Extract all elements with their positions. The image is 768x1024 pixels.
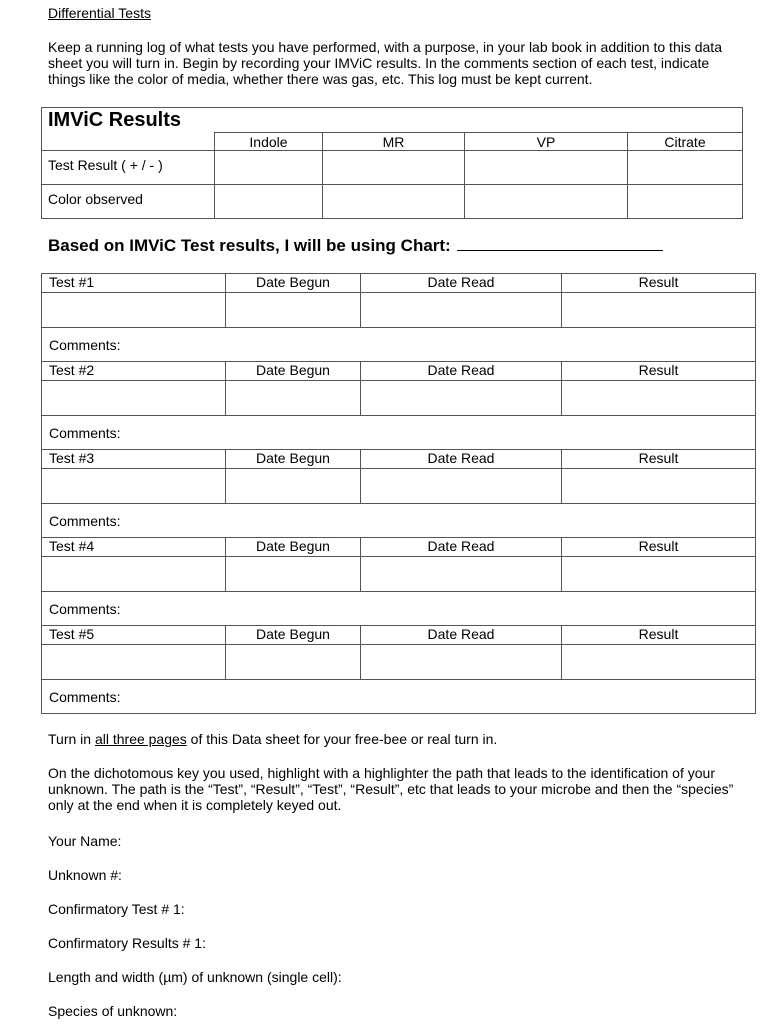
chart-selection-line — [48, 236, 663, 256]
imvic-col-indole: Indole — [215, 133, 323, 151]
result-cell[interactable] — [562, 557, 756, 592]
comments-cell[interactable]: Comments: — [42, 504, 756, 538]
imvic-col-citrate: Citrate — [628, 133, 743, 151]
test-entry-row — [42, 557, 756, 592]
date-begun-cell[interactable] — [226, 645, 361, 680]
date-begun-header: Date Begun — [226, 450, 361, 469]
comments-cell[interactable]: Comments: — [42, 328, 756, 362]
imvic-cell-mr-color[interactable] — [323, 185, 465, 219]
test-label: Test #3 — [42, 450, 226, 469]
result-cell[interactable] — [562, 645, 756, 680]
chart-blank-field[interactable] — [457, 236, 663, 251]
test-label: Test #5 — [42, 626, 226, 645]
result-header: Result — [562, 538, 756, 557]
field-confirmatory-results-1[interactable]: Confirmatory Results # 1: — [48, 935, 206, 951]
field-confirmatory-test-1[interactable]: Confirmatory Test # 1: — [48, 901, 185, 917]
imvic-cell-citrate-result[interactable] — [628, 151, 743, 185]
comments-cell[interactable]: Comments: — [42, 680, 756, 714]
result-header: Result — [562, 626, 756, 645]
comments-cell[interactable]: Comments: — [42, 416, 756, 450]
turn-in-prefix: Turn in — [48, 731, 95, 747]
test-header-row — [42, 538, 756, 557]
date-begun-cell[interactable] — [226, 293, 361, 328]
result-cell[interactable] — [562, 469, 756, 504]
date-read-cell[interactable] — [361, 293, 562, 328]
result-cell[interactable] — [562, 381, 756, 416]
test-name-cell[interactable] — [42, 381, 226, 416]
test-label: Test #4 — [42, 538, 226, 557]
test-header-row — [42, 274, 756, 293]
turn-in-emphasis: all three pages — [94, 731, 187, 747]
imvic-row-color: Color observed — [42, 185, 215, 219]
imvic-row-test-result: Test Result ( + / - ) — [42, 151, 215, 185]
date-read-cell[interactable] — [361, 645, 562, 680]
date-read-header: Date Read — [361, 450, 562, 469]
comments-cell[interactable]: Comments: — [42, 592, 756, 626]
date-begun-header: Date Begun — [226, 274, 361, 293]
test-entry-row — [42, 381, 756, 416]
test-comments-row — [42, 416, 756, 450]
turn-in-instruction — [48, 731, 748, 747]
date-read-cell[interactable] — [361, 469, 562, 504]
date-read-header: Date Read — [361, 626, 562, 645]
date-begun-header: Date Begun — [226, 626, 361, 645]
date-read-header: Date Read — [361, 538, 562, 557]
imvic-cell-indole-result[interactable] — [215, 151, 323, 185]
date-read-header: Date Read — [361, 362, 562, 381]
imvic-cell-citrate-color[interactable] — [628, 185, 743, 219]
date-begun-cell[interactable] — [226, 557, 361, 592]
imvic-cell-vp-result[interactable] — [465, 151, 628, 185]
date-begun-header: Date Begun — [226, 362, 361, 381]
result-cell[interactable] — [562, 293, 756, 328]
test-name-cell[interactable] — [42, 469, 226, 504]
field-unknown-number[interactable]: Unknown #: — [48, 867, 122, 883]
test-entry-row — [42, 469, 756, 504]
imvic-cell-mr-result[interactable] — [323, 151, 465, 185]
test-comments-row — [42, 328, 756, 362]
test-name-cell[interactable] — [42, 293, 226, 328]
result-header: Result — [562, 274, 756, 293]
test-name-cell[interactable] — [42, 645, 226, 680]
date-read-cell[interactable] — [361, 557, 562, 592]
dichotomous-instruction: On the dichotomous key you used, highlight with a highlighter the path that leads to the identification of your unknown. The path is the “Test”, “Result”, “Test”, “Result”, etc that leads to your microbe and then the “species” only at the end when it is completely keyed out. — [48, 765, 734, 813]
imvic-col-mr: MR — [323, 133, 465, 151]
field-your-name[interactable]: Your Name: — [48, 833, 122, 849]
test-comments-row — [42, 504, 756, 538]
field-length-width[interactable]: Length and width (µm) of unknown (single cell): — [48, 969, 342, 985]
imvic-cell-indole-color[interactable] — [215, 185, 323, 219]
test-label: Test #2 — [42, 362, 226, 381]
turn-in-suffix: of this Data sheet for your free-bee or real turn in. — [186, 731, 498, 747]
field-species[interactable]: Species of unknown: — [48, 1003, 178, 1019]
imvic-cell-vp-color[interactable] — [465, 185, 628, 219]
chart-prompt: Based on IMViC Test results, I will be using Chart: — [48, 236, 451, 255]
result-header: Result — [562, 362, 756, 381]
imvic-results-table — [41, 107, 743, 219]
imvic-title-cell — [42, 108, 743, 133]
date-begun-cell[interactable] — [226, 381, 361, 416]
tests-table — [41, 273, 756, 714]
test-header-row — [42, 450, 756, 469]
test-header-row — [42, 626, 756, 645]
date-read-header: Date Read — [361, 274, 562, 293]
test-name-cell[interactable] — [42, 557, 226, 592]
intro-paragraph: Keep a running log of what tests you have performed, with a purpose, in your lab book in addition to this data sheet you will turn in. Begin by recording your IMViC results. In the comments section of each test, indicate things like the color of media, whether there was gas, etc. This log must be kept current. — [48, 39, 722, 87]
test-comments-row — [42, 680, 756, 714]
result-header: Result — [562, 450, 756, 469]
page-heading: Differential Tests — [48, 5, 151, 21]
test-comments-row — [42, 592, 756, 626]
test-entry-row — [42, 645, 756, 680]
test-entry-row — [42, 293, 756, 328]
imvic-corner-cell — [42, 133, 215, 151]
test-label: Test #1 — [42, 274, 226, 293]
imvic-title: IMViC Results — [48, 109, 181, 131]
date-begun-header: Date Begun — [226, 538, 361, 557]
test-header-row — [42, 362, 756, 381]
date-begun-cell[interactable] — [226, 469, 361, 504]
imvic-col-vp: VP — [465, 133, 628, 151]
date-read-cell[interactable] — [361, 381, 562, 416]
